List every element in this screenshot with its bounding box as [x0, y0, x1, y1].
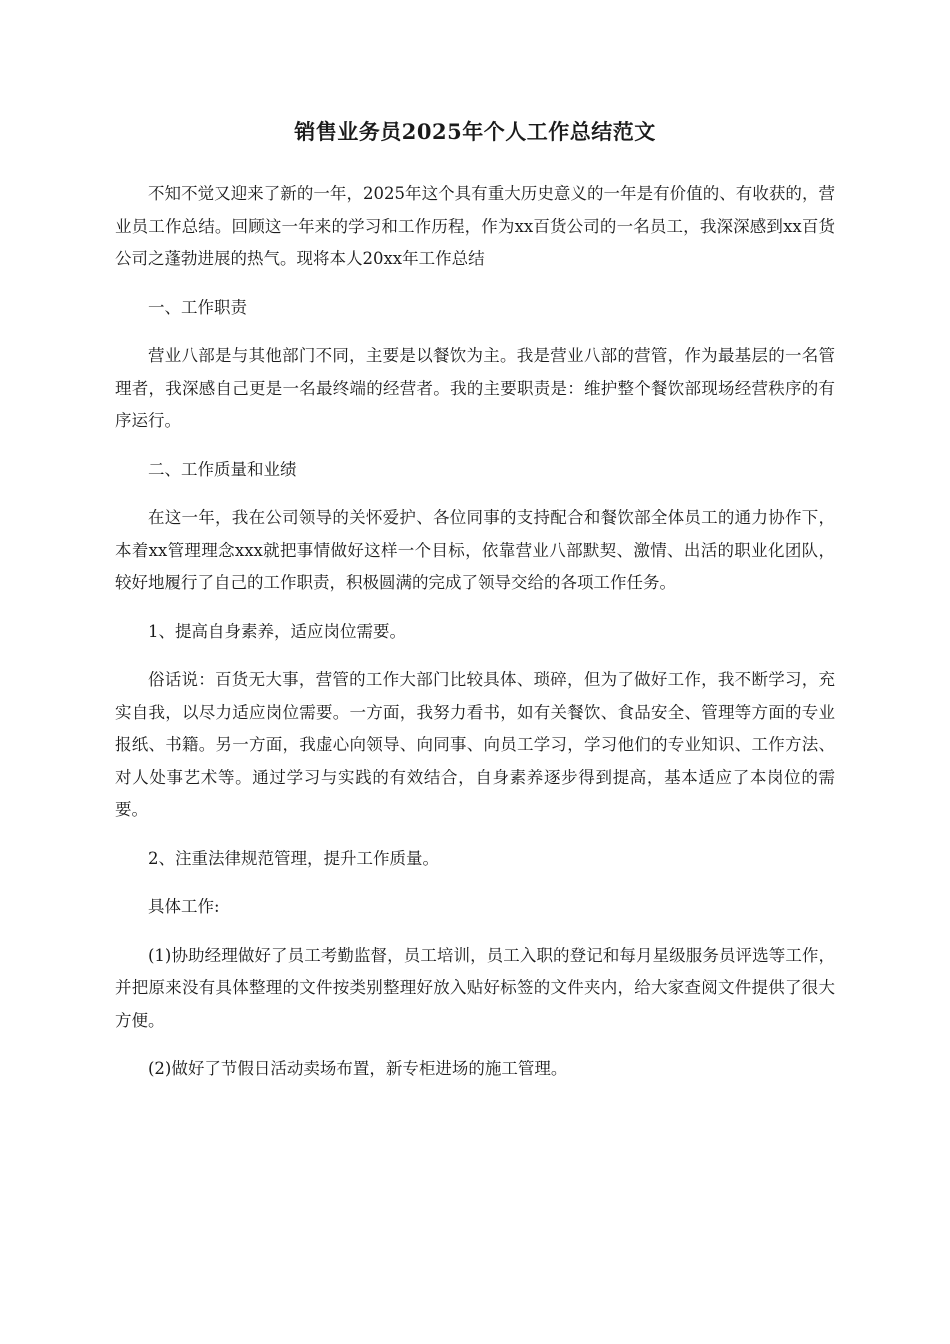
quality-performance-paragraph: 在这一年，我在公司领导的关怀爱护、各位同事的支持配合和餐饮部全体员工的通力协作下，本着xx管理理念xxx就把事情做好这样一个目标，依靠营业八部默契、激情、出活的职业化团队，较好地履行了自己的工作职责，积极圆满的完成了领导交给的各项工作任务。	[115, 508, 835, 592]
work-item-1: (1)协助经理做好了员工考勤监督，员工培训，员工入职的登记和每月星级服务员评选等工作，并把原来没有具体整理的文件按类别整理好放入贴好标签的文件夹内，给大家查阅文件提供了很大方便。	[115, 945, 835, 1030]
work-item-2: (2)做好了节假日活动卖场布置，新专柜进场的施工管理。	[148, 1059, 568, 1078]
section-heading-quality-performance: 二、工作质量和业绩	[148, 459, 297, 479]
subheading-self-improvement: 1、提高自身素养，适应岗位需要。	[148, 621, 406, 641]
self-improvement-paragraph: 俗话说：百货无大事，营管的工作大部门比较具体、琐碎，但为了做好工作，我不断学习，充实自我，以尽力适应岗位需要。一方面，我努力看书，如有关餐饮、食品安全、管理等方面的专业报纸、书籍。另一方面，我虚心向领导、向同事、向员工学习，学习他们的专业知识、工作方法、对人处事艺术等。通过学习与实践的有效结合，自身素养逐步得到提高，基本适应了本岗位的需要。	[115, 670, 835, 819]
subheading-legal-management: 2、注重法律规范管理，提升工作质量。	[148, 848, 439, 868]
document-title: 销售业务员2025年个人工作总结范文	[294, 119, 656, 144]
document-body	[115, 112, 835, 1102]
intro-paragraph: 不知不觉又迎来了新的一年，2025年这个具有重大历史意义的一年是有价值的、有收获的，营业员工作总结。回顾这一年来的学习和工作历程，作为xx百货公司的一名员工，我深深感到xx百货公司之蓬勃进展的热气。现将本人20xx年工作总结	[115, 184, 835, 268]
section-heading-job-duties: 一、工作职责	[148, 297, 247, 317]
specific-work-label: 具体工作:	[148, 897, 220, 916]
job-duties-paragraph: 营业八部是与其他部门不同，主要是以餐饮为主。我是营业八部的营管，作为最基层的一名管理者，我深感自己更是一名最终端的经营者。我的主要职责是：维护整个餐饮部现场经营秩序的有序运行。	[115, 346, 835, 430]
